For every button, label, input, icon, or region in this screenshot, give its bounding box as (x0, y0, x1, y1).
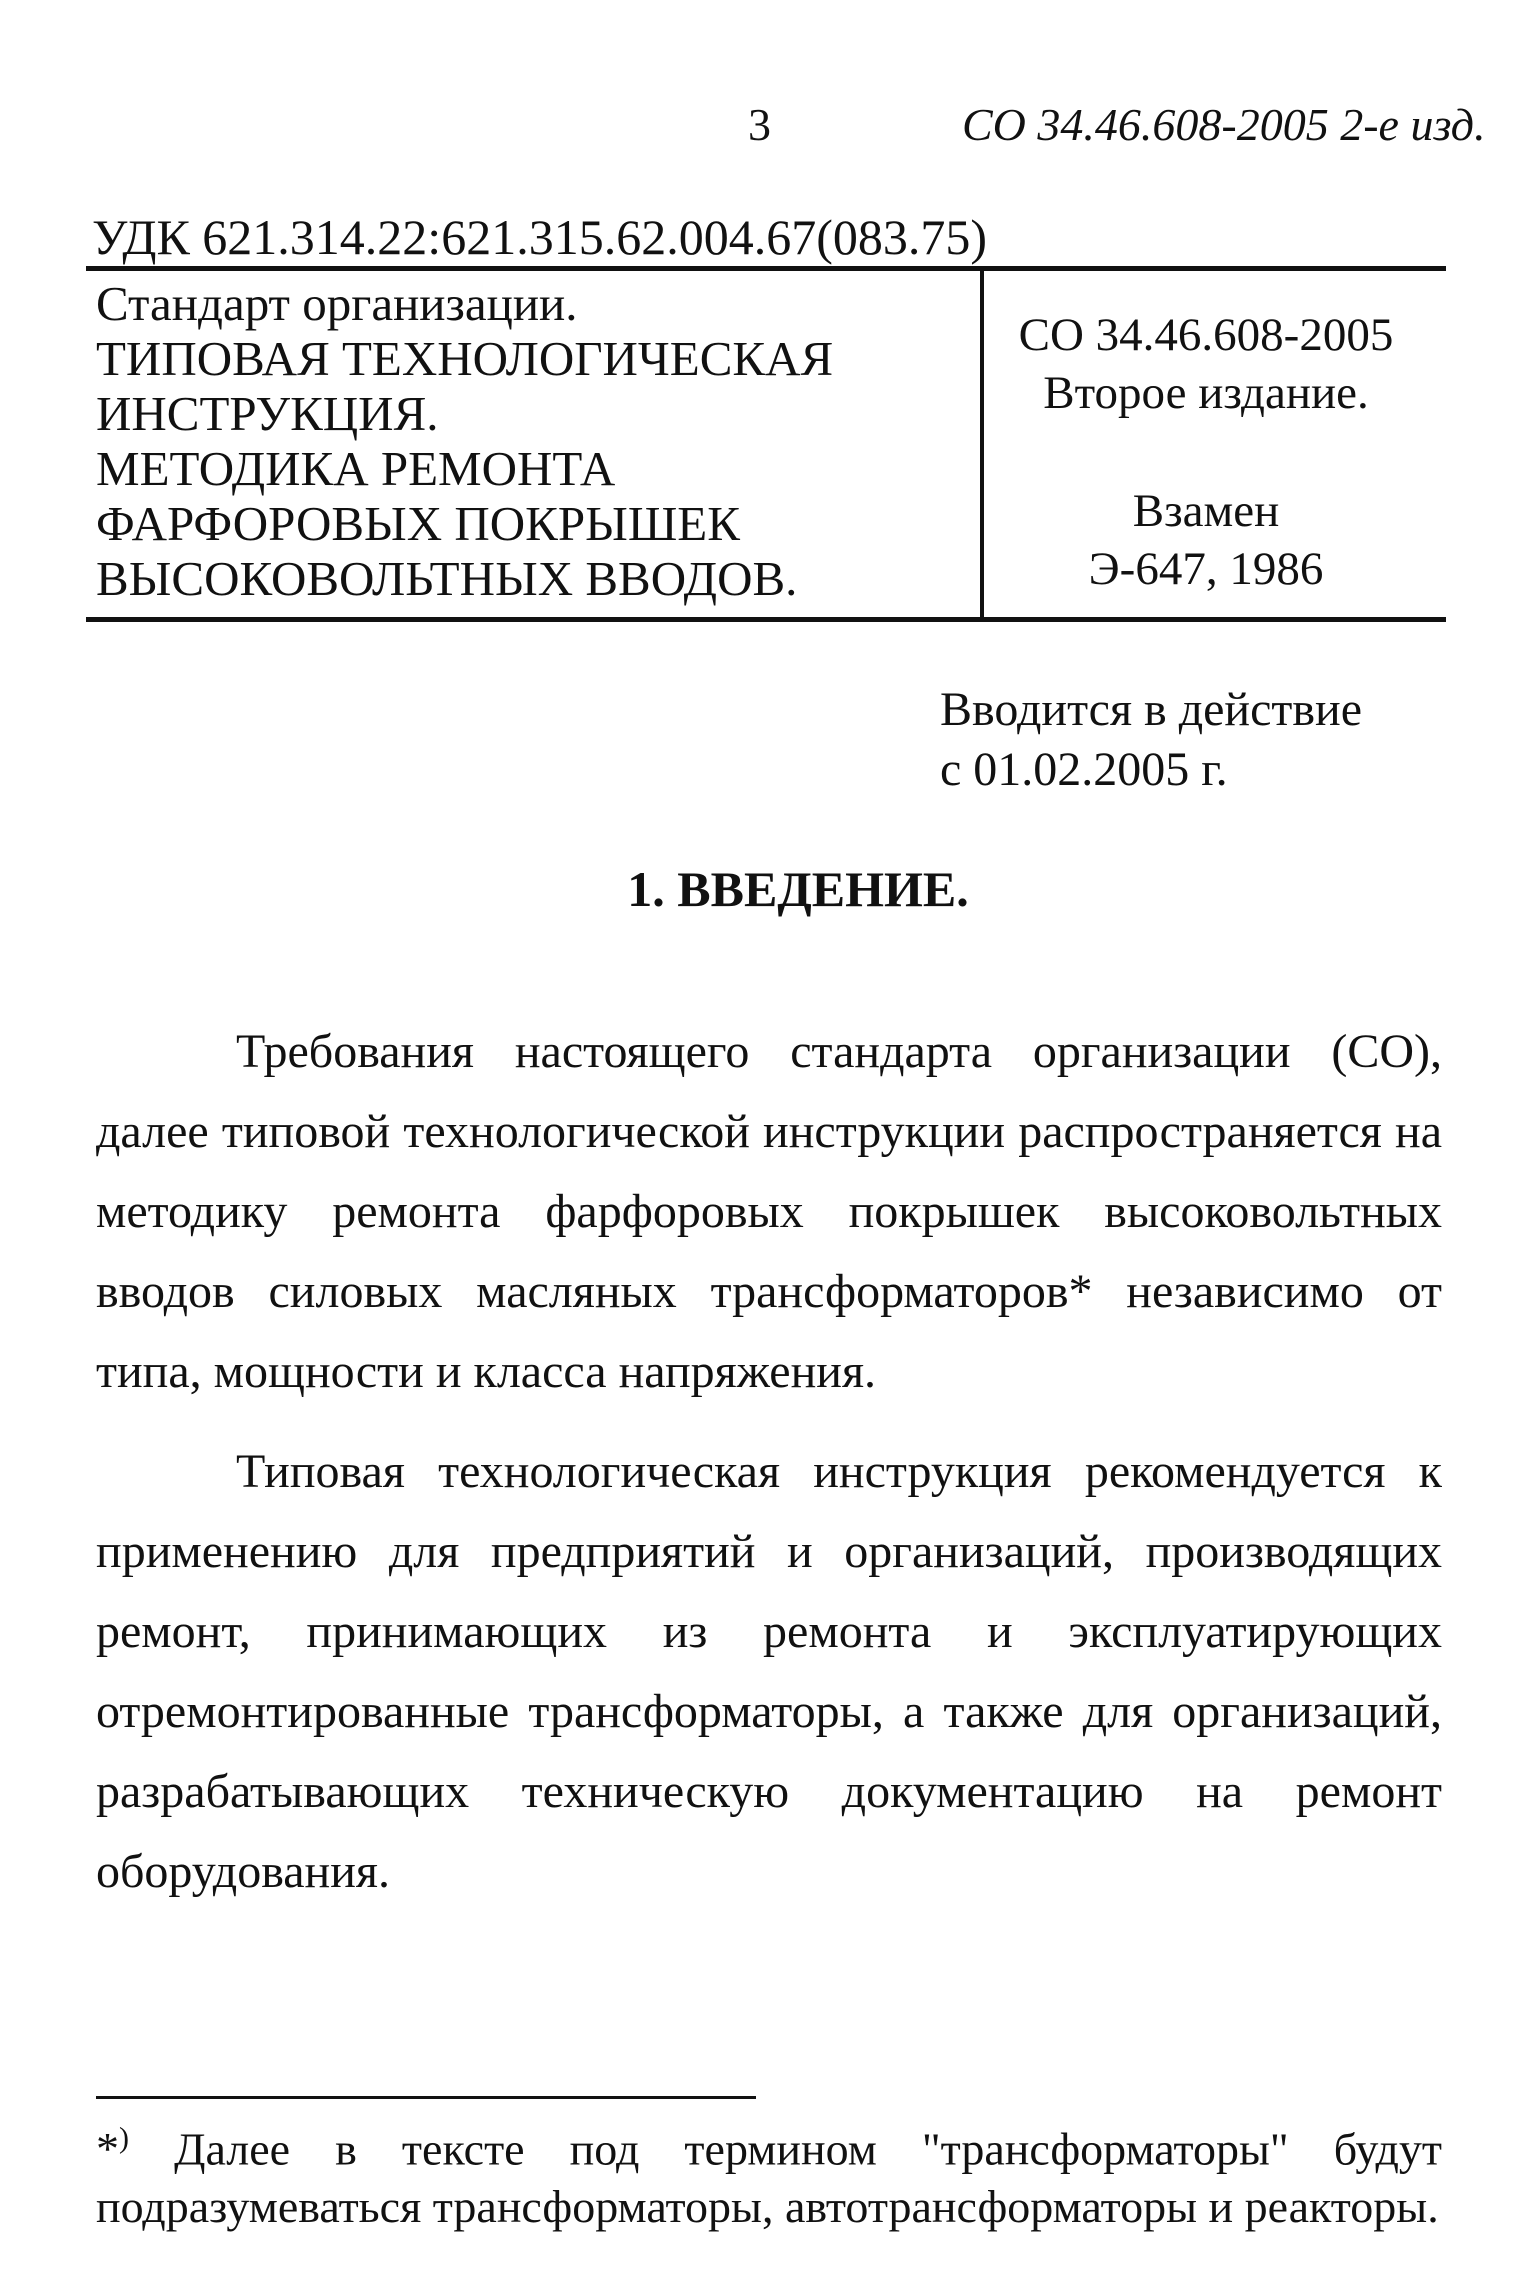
footnote-text: Далее в тексте под термином "трансформаторы" будут подразумеваться трансформаторы, автотрансформаторы и реакторы. (96, 2123, 1442, 2233)
body-paragraph: Типовая технологическая инструкция рекомендуется к применению для предприятий и организаций, производящих ремонт, принимающих из ремонта и эксплуатирующих отремонтированные трансформаторы, а также для организаций, разрабатывающих техническую документацию на ремонт оборудования. (96, 1445, 1442, 1898)
page-number: 3 (748, 99, 771, 150)
title-line: МЕТОДИКА РЕМОНТА (96, 441, 616, 496)
title-line: ВЫСОКОВОЛЬТНЫХ ВВОДОВ. (96, 551, 798, 606)
effective-date (940, 680, 1362, 800)
title-line: ИНСТРУКЦИЯ. (96, 386, 439, 441)
title-block-bottom-rule (86, 617, 1446, 622)
document-designation (986, 306, 1426, 598)
footnote-rule (96, 2096, 756, 2099)
title-block-divider (980, 266, 984, 621)
effective-date-value: с 01.02.2005 г. (940, 743, 1228, 796)
replaces-value: Э-647, 1986 (1088, 543, 1324, 595)
title-line: ТИПОВАЯ ТЕХНОЛОГИЧЕСКАЯ (96, 331, 834, 386)
spacer (986, 422, 1426, 482)
udk-classification: УДК 621.314.22:621.315.62.004.67(083.75) (92, 209, 987, 265)
edition-label: Второе издание. (1043, 367, 1369, 419)
footnote-asterisk: * (96, 2123, 119, 2175)
footnote-paren: ) (119, 2122, 129, 2155)
effective-date-label: Вводится в действие (940, 683, 1363, 736)
title-block-top-rule (86, 266, 1446, 271)
body-paragraph: Требования настоящего стандарта организации (СО), далее типовой технологической инструкции распространяется на методику ремонта фарфоровых покрышек высоковольтных вводов силовых масляных трансформаторов* независимо от типа, мощности и класса напряжения. (96, 1025, 1442, 1398)
footnote-mark (96, 2123, 129, 2174)
title-line: Стандарт организации. (96, 276, 578, 331)
header-doc-code: СО 34.46.608-2005 2-е изд. (962, 99, 1486, 150)
standard-code: СО 34.46.608-2005 (1018, 309, 1394, 361)
title-line: ФАРФОРОВЫХ ПОКРЫШЕК (96, 496, 740, 551)
footnote (96, 2110, 1442, 2236)
section-heading: 1. ВВЕДЕНИЕ. (627, 861, 969, 917)
replaces-label: Взамен (1132, 485, 1280, 537)
document-title (96, 276, 966, 606)
